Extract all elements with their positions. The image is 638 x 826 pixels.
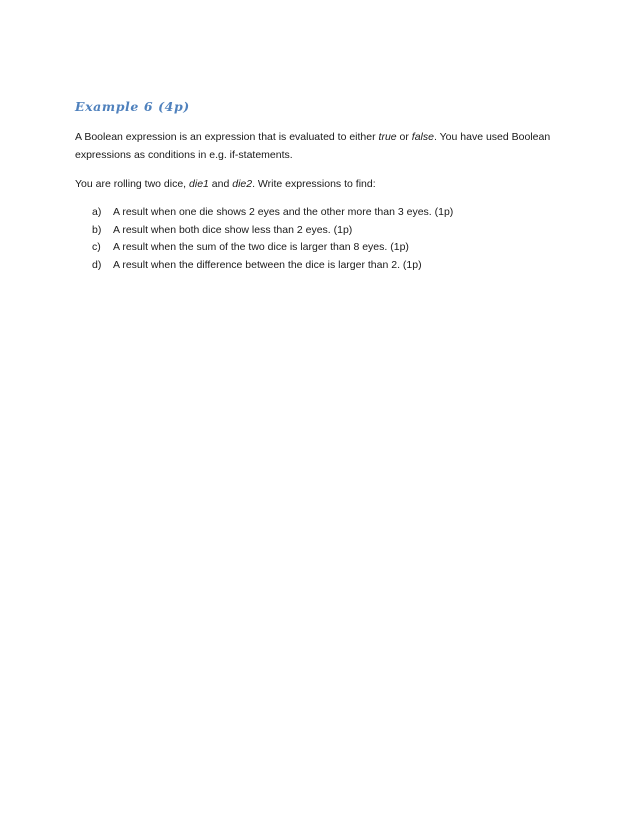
document-content (75, 98, 575, 274)
list-item-text: A result when the difference between the dice is larger than 2. (1p) (113, 258, 422, 271)
list-item-text: A result when one die shows 2 eyes and the other more than 3 eyes. (1p) (113, 206, 454, 218)
list-item-marker: c) (92, 241, 101, 253)
task-text-2: and (208, 178, 233, 190)
section-heading: Example 6 (4p) (75, 99, 190, 114)
intro-true-word: true (378, 131, 397, 143)
task-text-3: . Write expressions to find: (252, 178, 376, 190)
task-die2: die2 (232, 178, 253, 190)
list-item-marker: a) (92, 206, 102, 218)
list-item-text: A result when both dice show less than 2 eyes. (1p) (113, 223, 353, 236)
intro-text-1: A Boolean expression is an expression that is evaluated to either (75, 131, 379, 143)
task-die1: die1 (189, 178, 209, 190)
list-item (92, 257, 575, 275)
intro-false-word: false (411, 131, 434, 143)
list-item-marker: d) (92, 258, 102, 271)
task-paragraph (75, 175, 575, 193)
list-item-marker: b) (92, 223, 102, 236)
intro-paragraph (75, 128, 575, 164)
intro-text-3: . You have used Boolean expressions as conditions in e.g. if-statements. (75, 131, 551, 161)
list-item (92, 222, 575, 240)
intro-text-2: or (396, 131, 412, 143)
task-text-1: You are rolling two dice, (75, 178, 190, 190)
task-list (75, 204, 575, 274)
list-item (92, 204, 575, 222)
list-item (92, 239, 575, 257)
list-item-text: A result when the sum of the two dice is larger than 8 eyes. (1p) (113, 241, 409, 253)
